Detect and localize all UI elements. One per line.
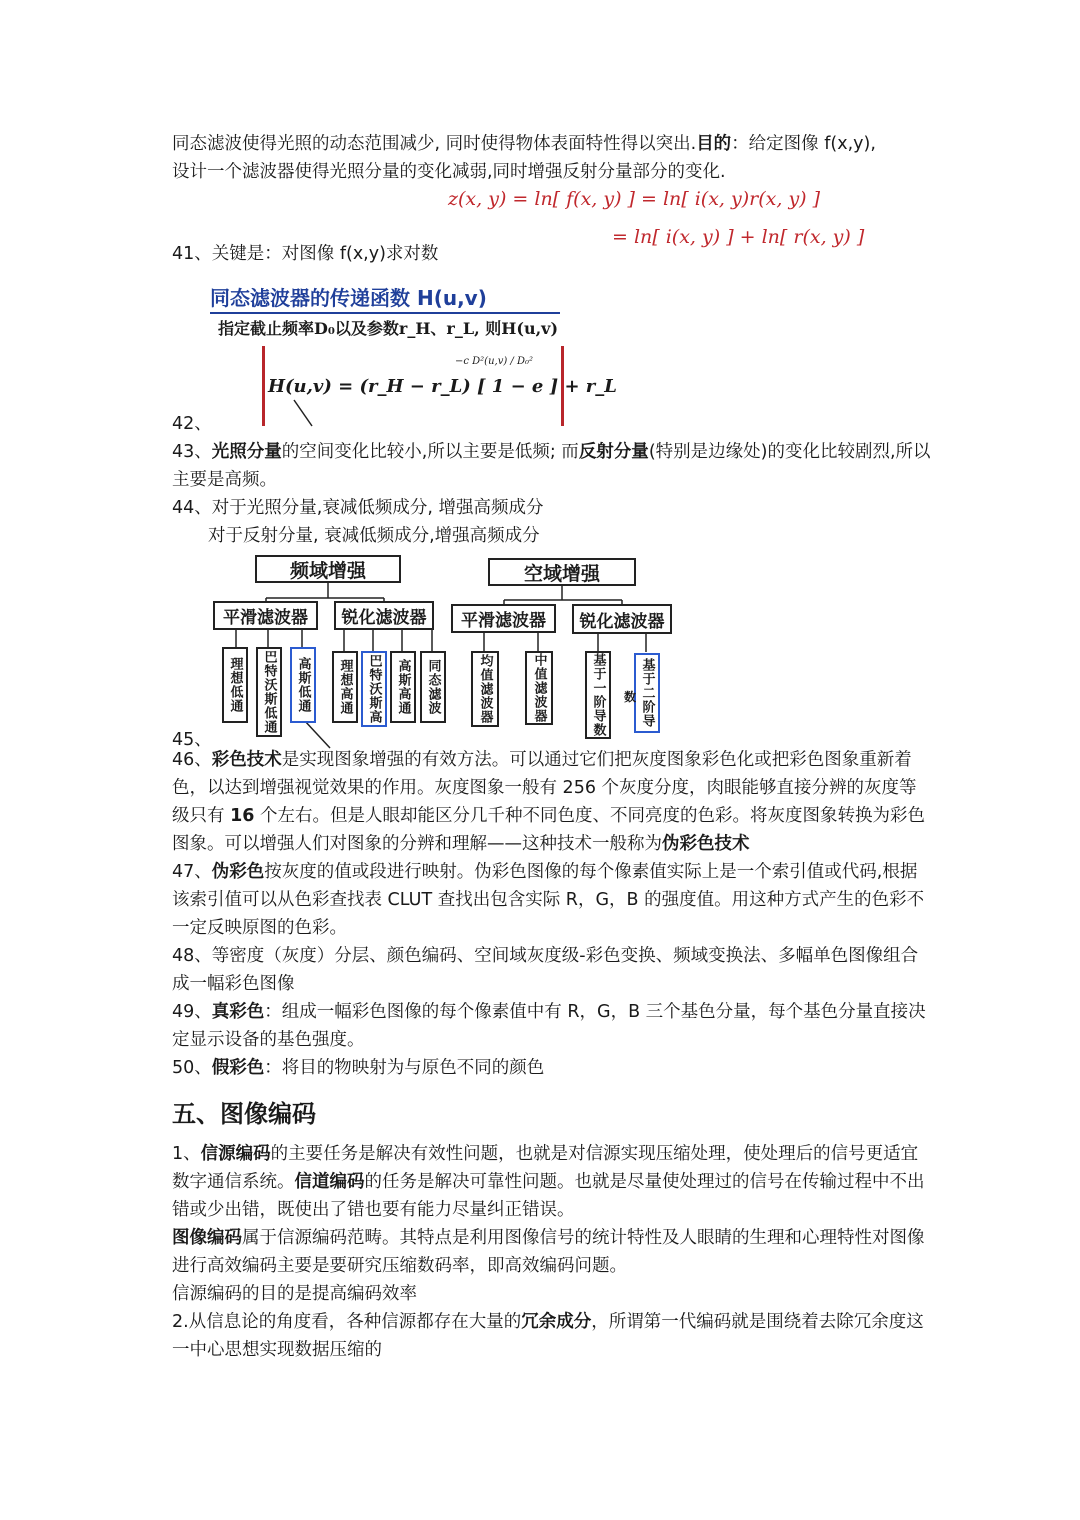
- leaf-ideal-lowpass: 理想低通: [222, 647, 248, 723]
- leaf-butterworth-lowpass: 巴特沃斯低通: [256, 647, 282, 737]
- section5-item-2: 2.从信息论的角度看，各种信源都存在大量的冗余成分，所谓第一代编码就是围绕着去除冗余度这一中心思想实现数据压缩的: [172, 1312, 924, 1360]
- freq-sharpen-filter: 锐化滤波器: [334, 601, 434, 630]
- leaf-first-derivative: 基于一阶导数: [585, 651, 611, 739]
- item-42-label: 42、: [172, 414, 212, 434]
- spatial-smooth-filter: 平滑滤波器: [451, 604, 556, 633]
- item-49: 49、真彩色：组成一幅彩色图像的每个像素值中有 R，G，B 三个基色分量，每个基色分量直接决定显示设备的基色强度。: [172, 1002, 926, 1050]
- item-47: 47、伪彩色按灰度的值或段进行映射。伪彩色图像的每个像素值实际上是一个索引值或代码,根据该索引值可以从色彩查找表 CLUT 查找出包含实际 R，G，B 的强度值。用这种方式产生的色彩不一定反映原图的色彩。: [172, 862, 925, 938]
- leaf-second-derivative-suffix: 数: [624, 690, 637, 704]
- leaf-gaussian-highpass: 高斯高通: [390, 651, 416, 723]
- freq-domain-root: 频域增强: [255, 555, 401, 583]
- item-48: 48、等密度（灰度）分层、颜色编码、空间域灰度级-彩色变换、频域变换法、多幅单色图像组合成一幅彩色图像: [172, 946, 919, 994]
- freq-smooth-filter: 平滑滤波器: [213, 601, 318, 630]
- intro-paragraph: 同态滤波使得光照的动态范围减少, 同时使得物体表面特性得以突出.目的：给定图像 f(x,y), 设计一个滤波器使得光照分量的变化减弱,同时增强反射分量部分的变化.: [172, 134, 876, 182]
- transfer-function-subtitle: 指定截止频率D₀以及参数r_H、r_L, 则H(u,v): [218, 319, 559, 338]
- log-formula-line2: = ln[ i(x, y) ] + ln[ r(x, y) ]: [612, 226, 865, 248]
- section-heading-image-coding: 五、图像编码: [172, 1100, 316, 1128]
- item-44: 44、对于光照分量,衰减低频成分, 增强高频成分 对于反射分量, 衰减低频成分,增强高频成分: [172, 498, 544, 546]
- log-formula-line1: z(x, y) = ln[ f(x, y) ] = ln[ i(x, y)r(x, y) ]: [448, 188, 821, 210]
- item-50: 50、假彩色：将目的物映射为与原色不同的颜色: [172, 1058, 545, 1078]
- spatial-sharpen-filter: 锐化滤波器: [572, 604, 672, 634]
- section5-goal: 信源编码的目的是提高编码效率: [172, 1284, 417, 1304]
- leaf-median-filter: 中值滤波器: [525, 651, 553, 725]
- leaf-butterworth-highpass: 巴特沃斯高: [361, 651, 387, 727]
- leaf-ideal-highpass: 理想高通: [332, 651, 358, 723]
- item-41: 41、关键是：对图像 f(x,y)求对数: [172, 244, 439, 264]
- transfer-function-title: 同态滤波器的传递函数 H(u,v): [210, 282, 560, 314]
- leaf-gaussian-lowpass: 高斯低通: [290, 647, 316, 723]
- leaf-homomorphic: 同态滤波: [420, 651, 446, 723]
- section5-image-coding-para: 图像编码属于信源编码范畴。其特点是利用图像信号的统计特性及人眼睛的生理和心理特性对图像进行高效编码主要是要研究压缩数码率，即高效编码问题。: [172, 1228, 925, 1276]
- leaf-second-derivative: 基于二阶导: [634, 653, 660, 733]
- item-45-label: 45、: [172, 730, 212, 750]
- item-46: 46、彩色技术是实现图象增强的有效方法。可以通过它们把灰度图象彩色化或把彩色图象重新着色，以达到增强视觉效果的作用。灰度图象一般有 256 个灰度分度，肉眼能够直接分辨的灰度等级只有 16 个左右。但是人眼却能区分几千种不同色度、不同亮度的色彩。将灰度图象转换为彩色图象。可以增强人们对图象的分辨和理解——这种技术一般称为伪彩色技术: [172, 750, 925, 854]
- transfer-function-exponent: −c D²(u,v) / D₀²: [455, 356, 534, 367]
- spatial-domain-root: 空域增强: [488, 558, 636, 586]
- leaf-mean-filter: 均值滤波器: [471, 651, 499, 727]
- item-43: 43、光照分量的空间变化比较小,所以主要是低频; 而反射分量(特别是边缘处)的变化比较剧烈,所以主要是高频。: [172, 442, 931, 490]
- transfer-function-formula: H(u,v) = (r_H − r_L) [ 1 − e ] + r_L: [268, 376, 617, 397]
- section5-item-1: 1、信源编码的主要任务是解决有效性问题，也就是对信源实现压缩处理，使处理后的信号更适宜数字通信系统。信道编码的任务是解决可靠性问题。也就是尽量使处理过的信号在传输过程中不出错或少出错，既使出了错也要有能力尽量纠正错误。: [172, 1144, 925, 1220]
